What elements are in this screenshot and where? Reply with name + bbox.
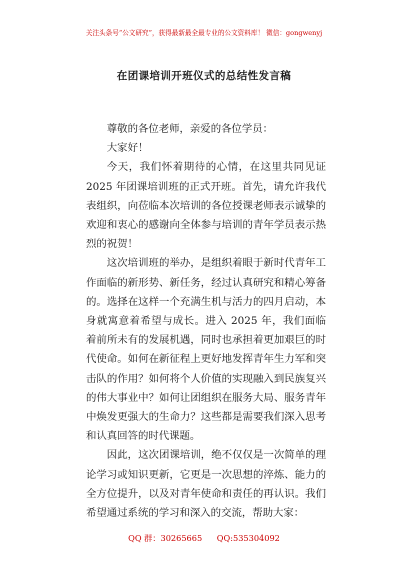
document-body xyxy=(86,120,326,523)
qq-number: QQ:535304092 xyxy=(216,533,280,543)
header-notice: 关注头条号“公文研究”，获得最新最全最专业的公文资料库！ 微信：gongwenyj xyxy=(85,29,323,37)
salutation-paragraph: 尊敬的各位老师，亲爱的各位学员： xyxy=(106,123,274,135)
body-paragraph: 因此，这次团课培训，绝不仅仅是一次简单的理论学习或知识更新，它更是一次思想的淬炼、能力的全方位提升，以及对青年使命和责任的再认识。我们希望通过系统的学习和深入的交流，帮助大家： xyxy=(86,449,326,520)
body-paragraph: 这次培训班的举办，是组织着眼于新时代青年工作面临的新形势、新任务，经过认真研究和精心筹备的。选择在这样一个充满生机与活力的四月启动，本身就寓意着希望与成长。进入 2025 年，我们面临着前所未有的发展机遇，同时也承担着更加艰巨的时代使命。如何在新征程上更好地发挥青年生力军和突击队的作用？如何将个人价值的实现融入到民族复兴的伟大事业中？如何让团组织在服务大局、服务青年中焕发更强大的生命力？这些都是需要我们深入思考和认真回答的时代课题。 xyxy=(86,257,326,443)
qq-group-number: QQ 群：30265665 xyxy=(128,533,203,543)
footer-contact xyxy=(0,533,408,544)
document-title: 在团课培训开班仪式的总结性发言稿 xyxy=(116,70,292,82)
body-paragraph: 今天，我们怀着期待的心情，在这里共同见证 2025 年团课培训班的正式开班。首先，请允许我代表组织，向莅临本次培训的各位授课老师表示诚挚的欢迎和衷心的感谢向全体参与培训的青年学员表示热烈的祝贺！ xyxy=(86,161,326,251)
greeting-paragraph: 大家好！ xyxy=(106,142,149,155)
